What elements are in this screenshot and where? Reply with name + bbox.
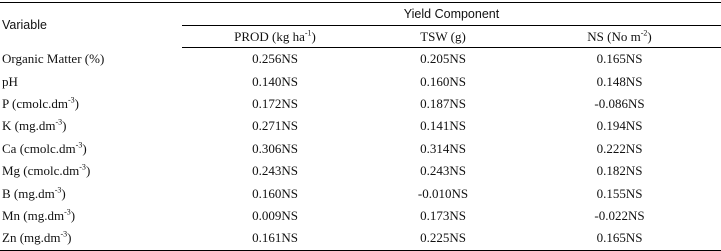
tsw-header-base: TSW (g)	[420, 28, 466, 44]
ns-header-tail: )	[647, 28, 652, 44]
prod-value-cell: 0.161NS	[182, 227, 368, 250]
row-label	[0, 227, 182, 250]
row-label	[0, 115, 182, 137]
table-row-zn	[0, 227, 721, 250]
tsw-value-cell: -0.010NS	[417, 185, 469, 201]
prod-header-tail: )	[311, 28, 316, 44]
row-label-base: B (mg.dm	[2, 185, 55, 201]
prod-value-cell: 0.172NS	[252, 95, 298, 111]
prod-value-cell: 0.140NS	[252, 73, 298, 89]
ns-value-cell: -0.022NS	[594, 207, 645, 223]
tsw-value-cell: 0.187NS	[420, 95, 466, 111]
row-label-sup: -3	[55, 118, 63, 128]
prod-value-cell: 0.306NS	[252, 140, 298, 156]
row-label-sup: -3	[75, 140, 83, 150]
row-label-tail: )	[61, 185, 66, 201]
ns-value-cell: 0.165NS	[518, 227, 721, 250]
tsw-column-header	[368, 26, 518, 48]
row-label-sup: -3	[79, 162, 86, 172]
row-label-sup: -3	[64, 207, 71, 217]
row-label-base: Mg (cmolc.dm	[2, 163, 80, 179]
ns-value-cell: 0.148NS	[596, 73, 643, 89]
table-row-p	[0, 93, 721, 115]
row-label-sup: -3	[67, 95, 75, 105]
prod-value-cell: 0.271NS	[252, 118, 298, 134]
header-row-group	[0, 3, 721, 26]
table-row-b	[0, 182, 721, 204]
row-label-tail: )	[82, 140, 87, 156]
tsw-value-cell: 0.173NS	[420, 207, 466, 223]
row-label	[0, 205, 182, 227]
tsw-value-cell: 0.160NS	[420, 73, 466, 89]
table-header	[0, 3, 721, 48]
ns-value-cell: 0.155NS	[596, 185, 643, 201]
row-label-base: Zn (mg.dm	[2, 230, 61, 246]
row-label-sup: -3	[54, 185, 62, 195]
row-label-tail: )	[70, 207, 76, 223]
table-row-k	[0, 115, 721, 137]
row-label-base: K (mg.dm	[2, 118, 56, 134]
row-label-tail: )	[85, 163, 91, 179]
tsw-value-cell: 0.141NS	[420, 118, 466, 134]
prod-value-cell: 0.009NS	[252, 207, 298, 223]
ns-value-cell: 0.222NS	[596, 140, 643, 156]
variable-column-header: Variable	[0, 3, 182, 48]
row-label-base: Organic Matter (%)	[2, 50, 105, 66]
row-label-base: pH	[2, 73, 18, 89]
row-label	[0, 93, 182, 115]
row-label-tail: )	[74, 95, 79, 111]
row-label-base: P (cmolc.dm	[2, 95, 68, 111]
row-label	[0, 160, 182, 182]
row-label-tail: )	[67, 230, 72, 246]
row-label	[0, 70, 182, 92]
row-label-sup: -3	[60, 229, 68, 239]
table-body	[0, 48, 721, 251]
row-label-base: Ca (cmolc.dm	[2, 140, 76, 156]
tsw-value-cell: 0.243NS	[420, 163, 466, 179]
row-label	[0, 138, 182, 160]
ns-header-base: NS (No m	[587, 28, 641, 44]
ns-value-cell: 0.165NS	[596, 51, 643, 67]
ns-value-cell: 0.194NS	[596, 118, 643, 134]
prod-value-cell: 0.160NS	[252, 185, 298, 201]
yield-component-group-header: Yield Component	[182, 3, 721, 26]
row-label	[0, 48, 182, 71]
ns-value-cell: -0.086NS	[594, 95, 645, 111]
row-label-base: Mn (mg.dm	[2, 207, 65, 223]
row-label-tail: )	[62, 118, 67, 134]
tsw-value-cell: 0.225NS	[368, 227, 518, 250]
tsw-value-cell: 0.205NS	[420, 51, 466, 67]
prod-header-sup: -1	[304, 28, 312, 38]
row-label	[0, 182, 182, 204]
tsw-value-cell: 0.314NS	[420, 140, 466, 156]
prod-value-cell: 0.256NS	[252, 51, 298, 67]
prod-header-base: PROD (kg ha	[234, 28, 305, 44]
ns-column-header	[518, 26, 721, 48]
table-row-mn	[0, 205, 721, 227]
ns-header-sup: -2	[640, 28, 648, 38]
table-row-organic-matter	[0, 48, 721, 71]
table-row-mg	[0, 160, 721, 182]
yield-correlation-table	[0, 2, 721, 251]
prod-value-cell: 0.243NS	[252, 163, 298, 179]
table-row-ca	[0, 138, 721, 160]
table-row-ph	[0, 70, 721, 92]
prod-column-header	[182, 26, 368, 48]
ns-value-cell: 0.182NS	[596, 163, 643, 179]
